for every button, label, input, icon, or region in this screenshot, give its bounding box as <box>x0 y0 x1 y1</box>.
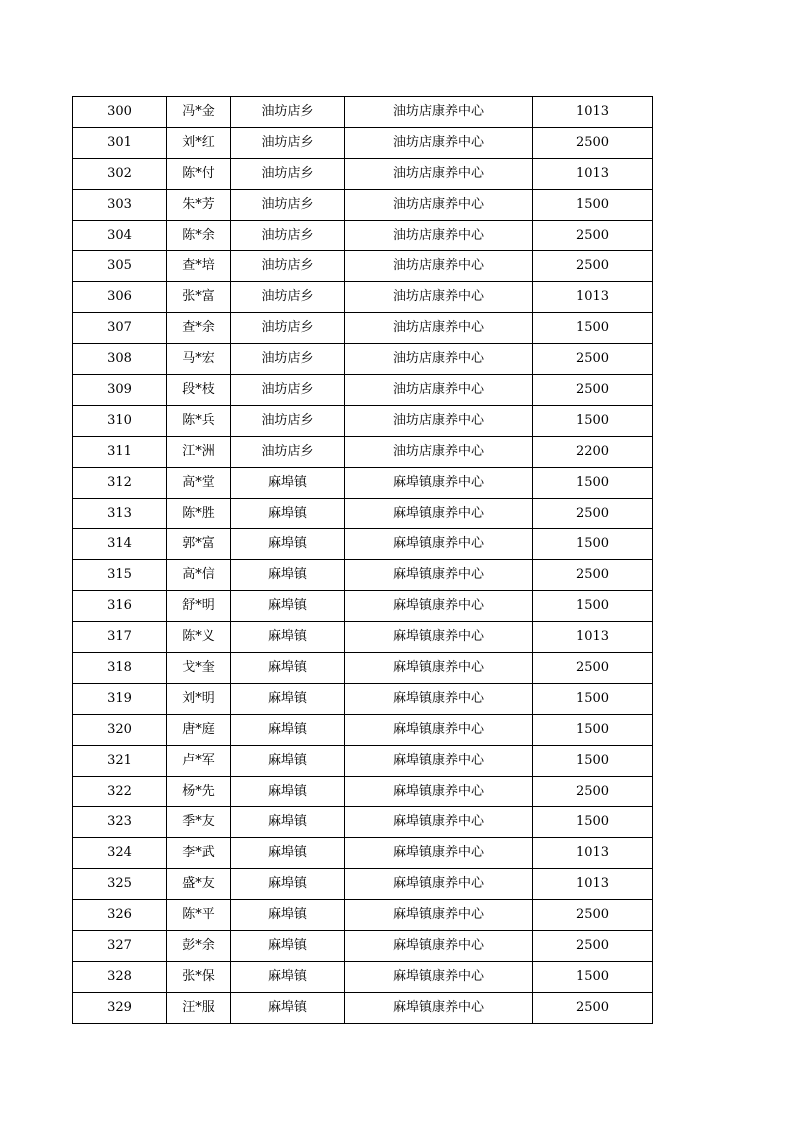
township-cell: 油坊店乡 <box>231 436 345 467</box>
care-center-cell: 麻埠镇康养中心 <box>345 745 533 776</box>
table-row <box>73 560 653 591</box>
table-row <box>73 529 653 560</box>
care-center-cell: 麻埠镇康养中心 <box>345 992 533 1023</box>
table-row <box>73 498 653 529</box>
row-number-cell: 321 <box>73 745 167 776</box>
table-row <box>73 97 653 128</box>
row-number-cell: 307 <box>73 313 167 344</box>
township-cell: 麻埠镇 <box>231 467 345 498</box>
care-center-cell: 麻埠镇康养中心 <box>345 529 533 560</box>
township-cell: 油坊店乡 <box>231 189 345 220</box>
row-number-cell: 318 <box>73 653 167 684</box>
township-cell: 麻埠镇 <box>231 745 345 776</box>
person-name-cell: 陈*义 <box>167 622 231 653</box>
table-row <box>73 436 653 467</box>
care-center-cell: 油坊店康养中心 <box>345 127 533 158</box>
amount-cell: 2500 <box>533 560 653 591</box>
township-cell: 麻埠镇 <box>231 714 345 745</box>
care-center-cell: 油坊店康养中心 <box>345 251 533 282</box>
person-name-cell: 朱*芳 <box>167 189 231 220</box>
care-center-cell: 麻埠镇康养中心 <box>345 467 533 498</box>
table-row <box>73 683 653 714</box>
person-name-cell: 刘*明 <box>167 683 231 714</box>
person-name-cell: 江*洲 <box>167 436 231 467</box>
person-name-cell: 查*余 <box>167 313 231 344</box>
care-center-cell: 麻埠镇康养中心 <box>345 591 533 622</box>
table-row <box>73 931 653 962</box>
row-number-cell: 323 <box>73 807 167 838</box>
row-number-cell: 300 <box>73 97 167 128</box>
township-cell: 麻埠镇 <box>231 591 345 622</box>
care-center-cell: 麻埠镇康养中心 <box>345 622 533 653</box>
amount-cell: 1500 <box>533 745 653 776</box>
amount-cell: 1013 <box>533 838 653 869</box>
table-row <box>73 344 653 375</box>
amount-cell: 1500 <box>533 405 653 436</box>
amount-cell: 1013 <box>533 622 653 653</box>
table-row <box>73 251 653 282</box>
person-name-cell: 卢*军 <box>167 745 231 776</box>
table-row <box>73 622 653 653</box>
care-center-cell: 油坊店康养中心 <box>345 405 533 436</box>
care-center-cell: 油坊店康养中心 <box>345 158 533 189</box>
person-name-cell: 季*友 <box>167 807 231 838</box>
care-center-cell: 麻埠镇康养中心 <box>345 683 533 714</box>
amount-cell: 2500 <box>533 992 653 1023</box>
table-row <box>73 313 653 344</box>
township-cell: 油坊店乡 <box>231 251 345 282</box>
amount-cell: 1500 <box>533 807 653 838</box>
person-name-cell: 彭*余 <box>167 931 231 962</box>
table-body <box>73 97 653 1024</box>
amount-cell: 2500 <box>533 653 653 684</box>
row-number-cell: 301 <box>73 127 167 158</box>
row-number-cell: 315 <box>73 560 167 591</box>
care-center-cell: 油坊店康养中心 <box>345 189 533 220</box>
township-cell: 麻埠镇 <box>231 992 345 1023</box>
person-name-cell: 戈*奎 <box>167 653 231 684</box>
township-cell: 麻埠镇 <box>231 807 345 838</box>
person-name-cell: 陈*余 <box>167 220 231 251</box>
amount-cell: 1500 <box>533 189 653 220</box>
subsidy-table <box>72 96 653 1024</box>
township-cell: 油坊店乡 <box>231 313 345 344</box>
row-number-cell: 328 <box>73 961 167 992</box>
person-name-cell: 陈*兵 <box>167 405 231 436</box>
township-cell: 麻埠镇 <box>231 961 345 992</box>
care-center-cell: 油坊店康养中心 <box>345 282 533 313</box>
township-cell: 油坊店乡 <box>231 158 345 189</box>
row-number-cell: 317 <box>73 622 167 653</box>
row-number-cell: 308 <box>73 344 167 375</box>
table-row <box>73 653 653 684</box>
table-row <box>73 591 653 622</box>
person-name-cell: 高*堂 <box>167 467 231 498</box>
person-name-cell: 唐*庭 <box>167 714 231 745</box>
row-number-cell: 314 <box>73 529 167 560</box>
care-center-cell: 油坊店康养中心 <box>345 313 533 344</box>
care-center-cell: 油坊店康养中心 <box>345 375 533 406</box>
person-name-cell: 马*宏 <box>167 344 231 375</box>
amount-cell: 1500 <box>533 467 653 498</box>
care-center-cell: 麻埠镇康养中心 <box>345 900 533 931</box>
care-center-cell: 油坊店康养中心 <box>345 97 533 128</box>
table-row <box>73 900 653 931</box>
township-cell: 麻埠镇 <box>231 622 345 653</box>
care-center-cell: 麻埠镇康养中心 <box>345 869 533 900</box>
person-name-cell: 查*培 <box>167 251 231 282</box>
person-name-cell: 陈*付 <box>167 158 231 189</box>
table-row <box>73 405 653 436</box>
person-name-cell: 高*信 <box>167 560 231 591</box>
table-row <box>73 375 653 406</box>
person-name-cell: 汪*服 <box>167 992 231 1023</box>
person-name-cell: 张*富 <box>167 282 231 313</box>
table-row <box>73 127 653 158</box>
care-center-cell: 麻埠镇康养中心 <box>345 807 533 838</box>
row-number-cell: 319 <box>73 683 167 714</box>
care-center-cell: 麻埠镇康养中心 <box>345 931 533 962</box>
amount-cell: 1500 <box>533 714 653 745</box>
row-number-cell: 305 <box>73 251 167 282</box>
amount-cell: 2200 <box>533 436 653 467</box>
township-cell: 油坊店乡 <box>231 282 345 313</box>
person-name-cell: 冯*金 <box>167 97 231 128</box>
township-cell: 麻埠镇 <box>231 869 345 900</box>
amount-cell: 1500 <box>533 313 653 344</box>
amount-cell: 1013 <box>533 869 653 900</box>
care-center-cell: 麻埠镇康养中心 <box>345 776 533 807</box>
person-name-cell: 段*枝 <box>167 375 231 406</box>
township-cell: 麻埠镇 <box>231 683 345 714</box>
amount-cell: 2500 <box>533 220 653 251</box>
person-name-cell: 刘*红 <box>167 127 231 158</box>
row-number-cell: 313 <box>73 498 167 529</box>
township-cell: 麻埠镇 <box>231 776 345 807</box>
care-center-cell: 麻埠镇康养中心 <box>345 961 533 992</box>
township-cell: 麻埠镇 <box>231 931 345 962</box>
township-cell: 麻埠镇 <box>231 838 345 869</box>
amount-cell: 1013 <box>533 158 653 189</box>
row-number-cell: 310 <box>73 405 167 436</box>
amount-cell: 1013 <box>533 97 653 128</box>
row-number-cell: 312 <box>73 467 167 498</box>
row-number-cell: 320 <box>73 714 167 745</box>
amount-cell: 2500 <box>533 344 653 375</box>
amount-cell: 2500 <box>533 776 653 807</box>
table-row <box>73 189 653 220</box>
amount-cell: 2500 <box>533 375 653 406</box>
table-row <box>73 282 653 313</box>
township-cell: 麻埠镇 <box>231 529 345 560</box>
person-name-cell: 郭*富 <box>167 529 231 560</box>
amount-cell: 1500 <box>533 683 653 714</box>
table-row <box>73 467 653 498</box>
person-name-cell: 陈*胜 <box>167 498 231 529</box>
township-cell: 麻埠镇 <box>231 560 345 591</box>
row-number-cell: 306 <box>73 282 167 313</box>
amount-cell: 2500 <box>533 127 653 158</box>
township-cell: 油坊店乡 <box>231 344 345 375</box>
table-row <box>73 714 653 745</box>
township-cell: 油坊店乡 <box>231 405 345 436</box>
table-row <box>73 158 653 189</box>
amount-cell: 2500 <box>533 931 653 962</box>
table-row <box>73 220 653 251</box>
row-number-cell: 309 <box>73 375 167 406</box>
amount-cell: 1500 <box>533 961 653 992</box>
person-name-cell: 舒*明 <box>167 591 231 622</box>
township-cell: 油坊店乡 <box>231 127 345 158</box>
table-row <box>73 992 653 1023</box>
row-number-cell: 329 <box>73 992 167 1023</box>
row-number-cell: 327 <box>73 931 167 962</box>
care-center-cell: 油坊店康养中心 <box>345 344 533 375</box>
care-center-cell: 油坊店康养中心 <box>345 220 533 251</box>
table-row <box>73 838 653 869</box>
row-number-cell: 316 <box>73 591 167 622</box>
amount-cell: 2500 <box>533 251 653 282</box>
row-number-cell: 302 <box>73 158 167 189</box>
person-name-cell: 李*武 <box>167 838 231 869</box>
amount-cell: 2500 <box>533 900 653 931</box>
care-center-cell: 麻埠镇康养中心 <box>345 653 533 684</box>
person-name-cell: 盛*友 <box>167 869 231 900</box>
care-center-cell: 麻埠镇康养中心 <box>345 560 533 591</box>
row-number-cell: 311 <box>73 436 167 467</box>
township-cell: 麻埠镇 <box>231 498 345 529</box>
table-row <box>73 961 653 992</box>
care-center-cell: 油坊店康养中心 <box>345 436 533 467</box>
township-cell: 油坊店乡 <box>231 220 345 251</box>
row-number-cell: 325 <box>73 869 167 900</box>
care-center-cell: 麻埠镇康养中心 <box>345 838 533 869</box>
township-cell: 油坊店乡 <box>231 375 345 406</box>
amount-cell: 2500 <box>533 498 653 529</box>
amount-cell: 1500 <box>533 591 653 622</box>
care-center-cell: 麻埠镇康养中心 <box>345 714 533 745</box>
amount-cell: 1013 <box>533 282 653 313</box>
table-row <box>73 745 653 776</box>
amount-cell: 1500 <box>533 529 653 560</box>
row-number-cell: 304 <box>73 220 167 251</box>
person-name-cell: 杨*先 <box>167 776 231 807</box>
care-center-cell: 麻埠镇康养中心 <box>345 498 533 529</box>
table-row <box>73 776 653 807</box>
row-number-cell: 326 <box>73 900 167 931</box>
row-number-cell: 322 <box>73 776 167 807</box>
person-name-cell: 陈*平 <box>167 900 231 931</box>
township-cell: 麻埠镇 <box>231 653 345 684</box>
township-cell: 油坊店乡 <box>231 97 345 128</box>
row-number-cell: 303 <box>73 189 167 220</box>
row-number-cell: 324 <box>73 838 167 869</box>
table-row <box>73 807 653 838</box>
township-cell: 麻埠镇 <box>231 900 345 931</box>
person-name-cell: 张*保 <box>167 961 231 992</box>
table-row <box>73 869 653 900</box>
